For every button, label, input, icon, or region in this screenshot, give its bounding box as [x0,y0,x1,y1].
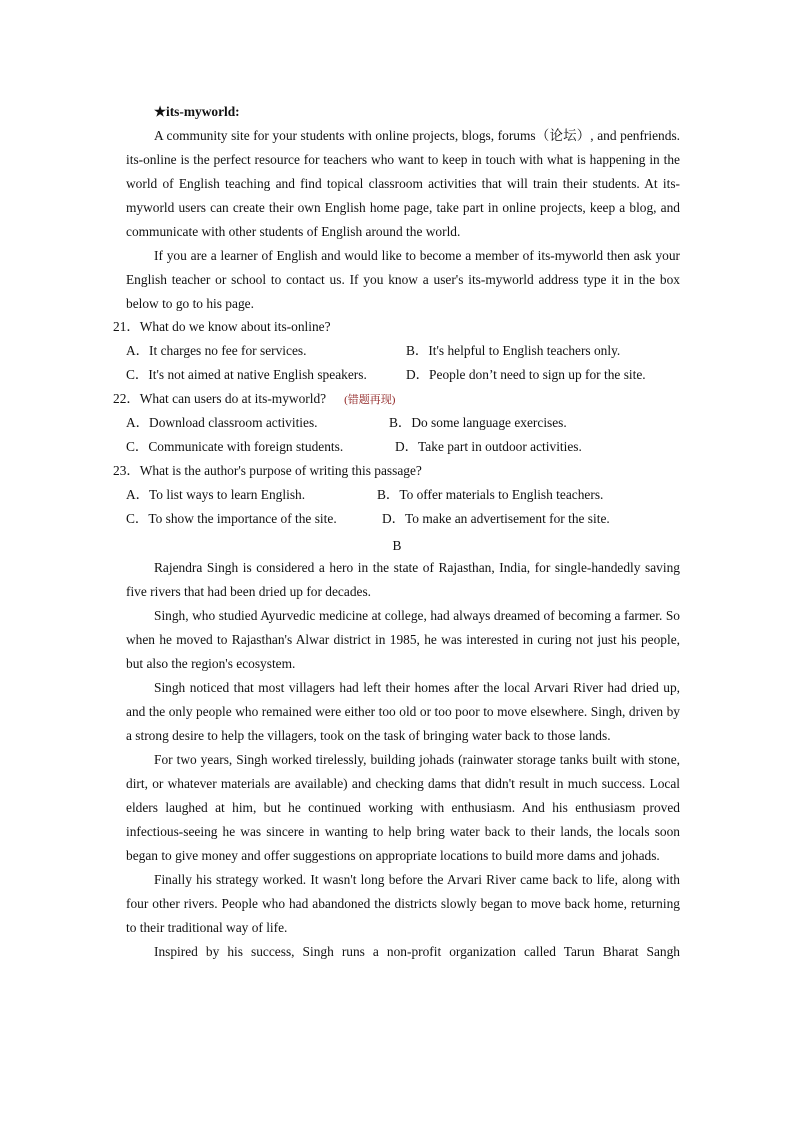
section-label-b: B [392,538,402,553]
passage-a-body [126,124,680,316]
passage-a-heading: ★its-myworld: [154,104,240,119]
passage-b-paragraph-2: Singh, who studied Ayurvedic medicine at college, had always dreamed of becoming a farmer. So when he moved to Rajasthan's Alwar district in 1985, he was interested in curing not just his people, but also the region's ecosystem. [126,608,680,671]
passage-b-paragraph-6: Inspired by his success, Singh runs a non-profit organization called Tarun Bharat Sangh [154,944,680,959]
question-23-option-d[interactable]: D．To make an advertisement for the site. [382,511,610,526]
question-21-option-c[interactable]: C．It's not aimed at native English speakers. [126,367,367,382]
question-21-stem: 21．What do we know about its-online? [113,319,331,334]
question-22-option-d[interactable]: D．Take part in outdoor activities. [395,439,582,454]
error-review-tag: (错题再现) [344,394,396,406]
passage-b-paragraph-3: Singh noticed that most villagers had left their homes after the local Arvari River had dried up, and the only people who remained were either too old or too poor to move elsewhere. Singh, driven by a strong desire to help the villagers, took on the task of bringing water back to those lands. [126,680,680,743]
question-22-option-c[interactable]: C．Communicate with foreign students. [126,439,344,454]
passage-b-paragraph-1: Rajendra Singh is considered a hero in the state of Rajasthan, India, for single-handedly saving five rivers that had been dried up for decades. [126,560,680,599]
passage-b-paragraph-4: For two years, Singh worked tirelessly, building johads (rainwater storage tanks built with stone, dirt, or whatever materials are available) and checking dams that didn't result in much success. Local elders laughed at him, but he continued working with enthusiasm. And his enthusiasm proved infectious-seeing he was sincere in wanting to help bring water back to their lands, the locals soon began to give money and offer suggestions on appropriate locations to build more dams and johads. [126,752,680,863]
question-21-option-a[interactable]: A．It charges no fee for services. [126,343,307,358]
question-23-option-a[interactable]: A．To list ways to learn English. [126,487,306,502]
question-22-stem: 22．What can users do at its-myworld? (错题再现) [113,391,396,406]
passage-b-paragraph-5: Finally his strategy worked. It wasn't long before the Arvari River came back to life, along with four other rivers. People who had abandoned the districts slowly began to move back home, returning to their traditional way of life. [126,872,680,935]
passage-b-body [126,556,680,964]
question-22-option-b[interactable]: B．Do some language exercises. [389,415,567,430]
question-22-option-a[interactable]: A．Download classroom activities. [126,415,318,430]
passage-a-paragraph-2: If you are a learner of English and would like to become a member of its-myworld then ask your English teacher or school to contact us. If you know a user's its-myworld address type it in the box below to go to his page. [126,248,680,311]
question-23-option-b[interactable]: B．To offer materials to English teachers. [377,487,604,502]
question-21-option-b[interactable]: B．It's helpful to English teachers only. [406,343,621,358]
question-21-option-d[interactable]: D．People don’t need to sign up for the site. [406,367,646,382]
question-23-option-c[interactable]: C．To show the importance of the site. [126,511,337,526]
passage-a-paragraph-1: A community site for your students with online projects, blogs, forums（论坛）, and penfriends. its-online is the perfect resource for teachers who want to keep in touch with what is happening in the world of English teaching and find topical classroom activities that will train their students. At its-myworld users can create their own English home page, take part in online projects, keep a blog, and communicate with other students of English around the world. [126,128,680,239]
question-23-stem: 23．What is the author's purpose of writing this passage? [113,463,422,478]
